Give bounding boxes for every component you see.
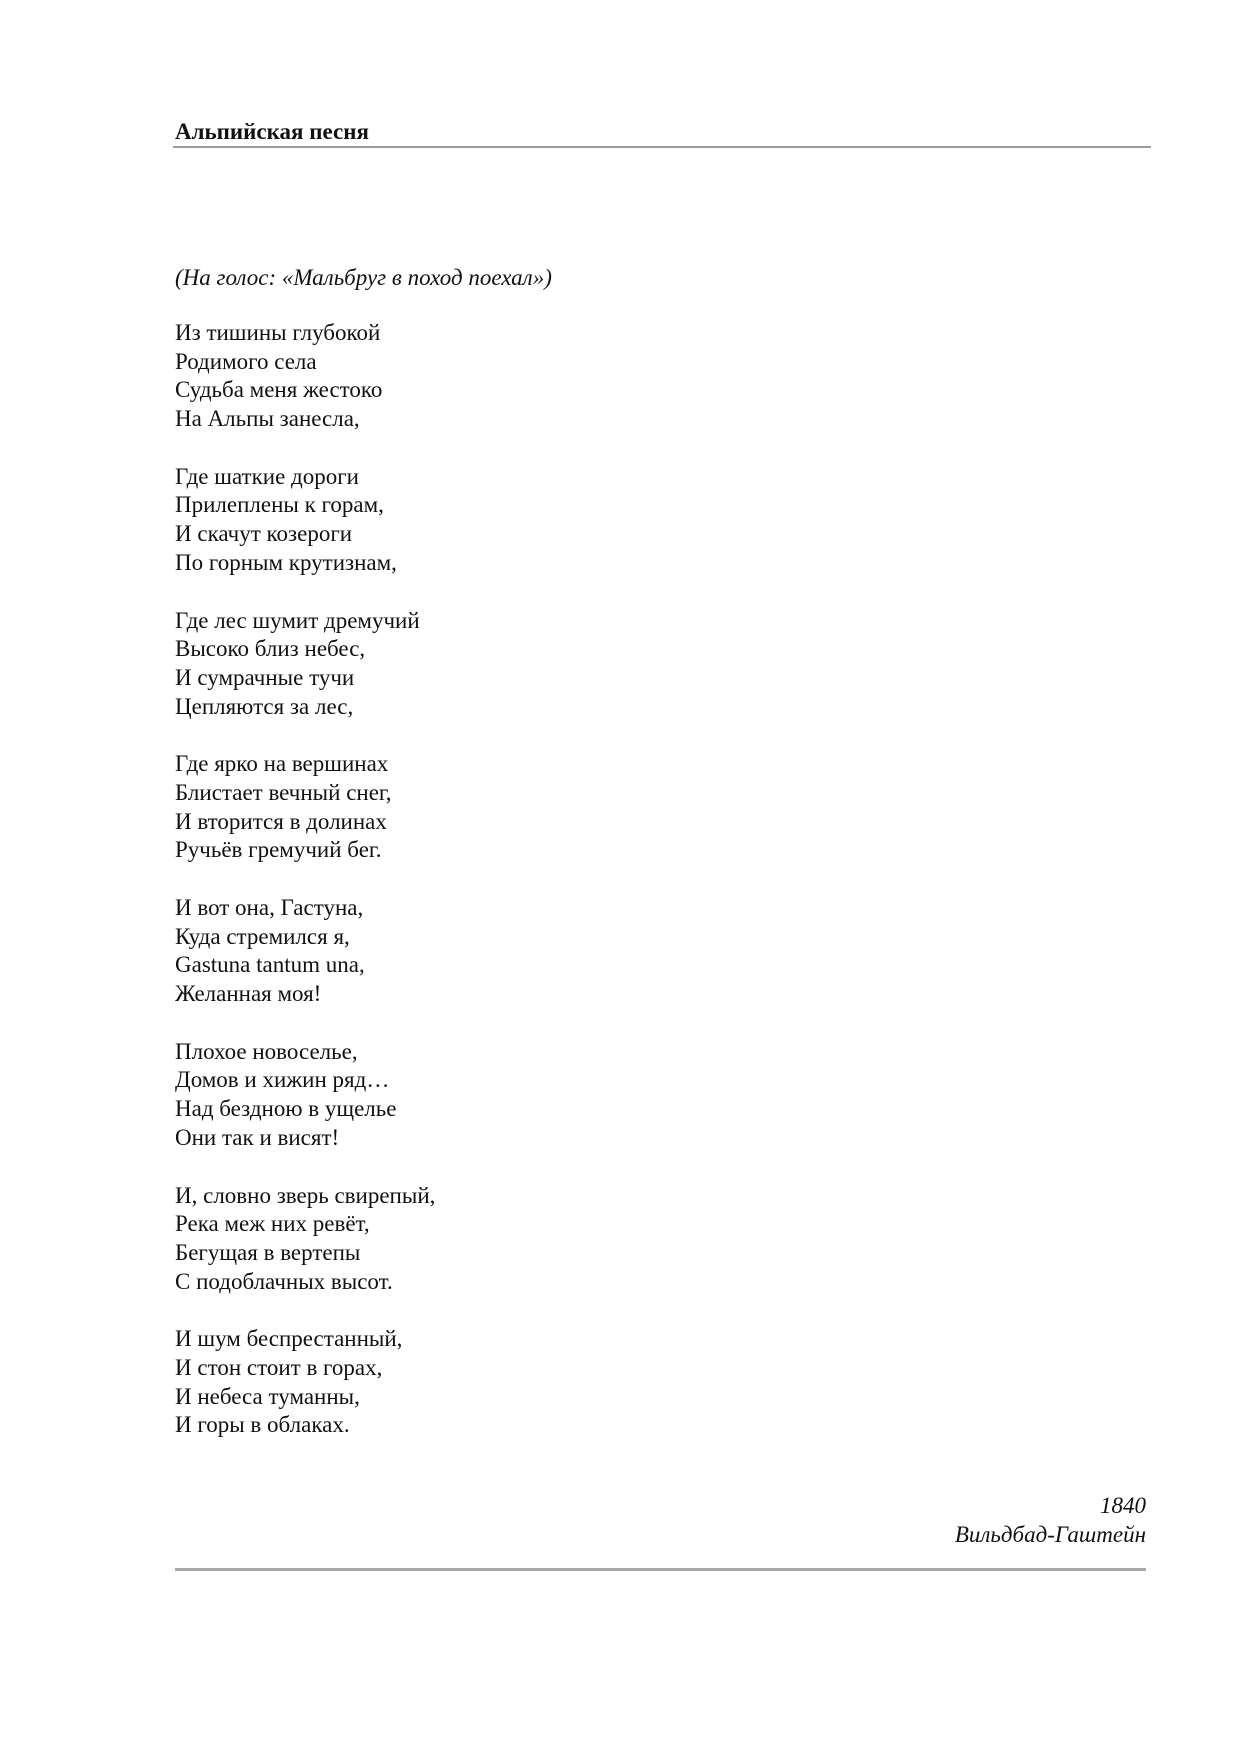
poem-line: Прилеплены к горам, xyxy=(175,492,384,518)
poem-line: Где лес шумит дремучий xyxy=(175,607,420,633)
poem-line: И небеса туманны, xyxy=(175,1383,360,1409)
poem-line: С подоблачных высот. xyxy=(175,1268,393,1294)
poem-line: Цепляются за лес, xyxy=(175,693,354,719)
poem-line: И вот она, Гастуна, xyxy=(175,895,364,920)
poem-line: Gastuna tantum una, xyxy=(175,952,365,978)
signature-block xyxy=(955,1491,1146,1549)
poem-body xyxy=(175,319,435,1469)
stanza xyxy=(175,894,435,1009)
poem-line: Ручьёв гремучий бег. xyxy=(175,837,382,863)
page-title: Альпийская песня xyxy=(175,119,369,144)
poem-line: На Альпы занесла, xyxy=(175,406,360,432)
poem-line: Куда стремился я, xyxy=(175,923,350,949)
stanza xyxy=(175,1182,435,1297)
poem-line: По горным крутизнам, xyxy=(175,549,397,575)
page-header xyxy=(175,118,1151,146)
poem-line: Над бездною в ущелье xyxy=(175,1096,397,1122)
poem-line: И сумрачные тучи xyxy=(175,664,355,690)
epigraph: (На голос: «Мальбруг в поход поехал») xyxy=(175,265,552,290)
stanza xyxy=(175,319,435,434)
poem-line: Где шаткие дороги xyxy=(175,463,359,489)
stanza xyxy=(175,607,435,722)
poem-line: Плохое новоселье, xyxy=(175,1038,358,1064)
poem-line: И горы в облаках. xyxy=(175,1412,350,1438)
stanza xyxy=(175,1325,435,1440)
stanza xyxy=(175,1038,435,1153)
poem-line: Домов и хижин ряд… xyxy=(175,1067,390,1093)
stanza xyxy=(175,463,435,578)
poem-line: Судьба меня жестоко xyxy=(175,377,383,403)
poem-line: Блистает вечный снег, xyxy=(175,779,392,805)
stanza xyxy=(175,750,435,865)
poem-line: Где ярко на вершинах xyxy=(175,751,389,777)
signature-year: 1840 xyxy=(1100,1493,1146,1518)
poem-line: Родимого села xyxy=(175,348,317,374)
poem-line: Из тишины глубокой xyxy=(175,320,381,345)
poem-line: Река меж них ревёт, xyxy=(175,1211,370,1237)
poem-line: Высоко близ небес, xyxy=(175,636,366,662)
signature-place: Вильдбад-Гаштейн xyxy=(954,1522,1146,1547)
poem-line: И, словно зверь свирепый, xyxy=(175,1182,436,1208)
poem-line: Они так и висят! xyxy=(175,1124,340,1150)
poem-line: И скачут козероги xyxy=(175,521,353,547)
poem-line: Желанная моя! xyxy=(175,981,322,1007)
poem-line: Бегущая в вертепы xyxy=(175,1239,361,1265)
footer-divider xyxy=(175,1568,1146,1571)
poem-line: И вторится в долинах xyxy=(175,808,387,834)
poem-line: И шум беспрестанный, xyxy=(175,1326,403,1352)
header-divider xyxy=(173,146,1151,148)
poem-line: И стон стоит в горах, xyxy=(175,1354,383,1380)
